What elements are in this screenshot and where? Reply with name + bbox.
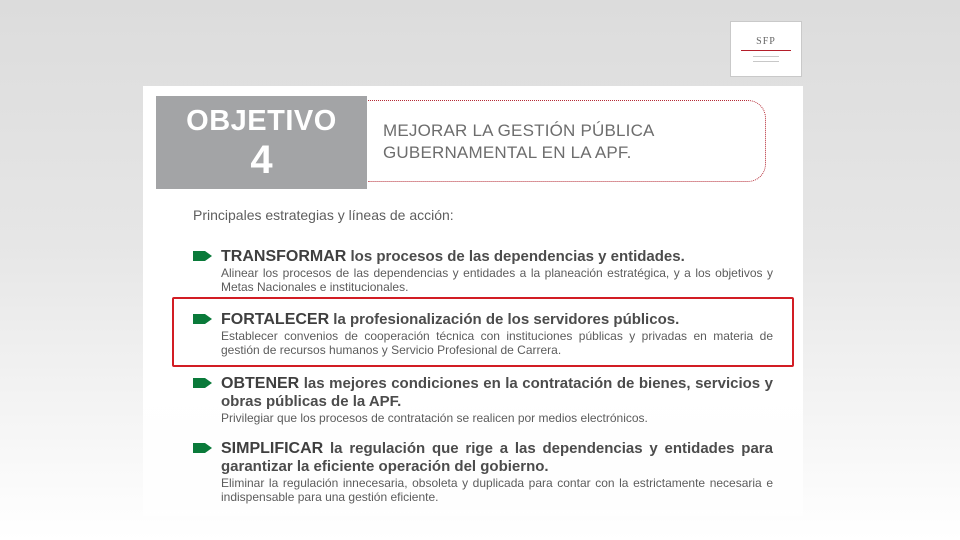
strategy-heading-rest: los procesos de las dependencias y entidades.: [346, 248, 685, 265]
logo-text: SFP: [756, 36, 776, 47]
logo-subtext-line: [753, 61, 779, 62]
strategy-item-obtener: [193, 375, 773, 425]
strategy-keyword: OBTENER: [221, 375, 300, 392]
strategy-heading: [221, 375, 773, 411]
strategy-description: Eliminar la regulación innecesaria, obsoleta y duplicada para contar con la estrictamente necesaria e indispensable para una gestión eficiente.: [221, 476, 773, 504]
objective-number: 4: [250, 138, 273, 182]
strategy-keyword: FORTALECER: [221, 311, 330, 328]
sfp-logo: [730, 21, 802, 77]
highlight-frame: [172, 297, 794, 367]
strategy-heading: [221, 248, 773, 266]
strategy-heading-rest: las mejores condiciones en la contratación de bienes, servicios y obras públicas de la APF.: [221, 375, 773, 410]
strategy-description: Establecer convenios de cooperación técnica con instituciones públicas y privadas en materia de gestión de recursos humanos y Servicio Profesional de Carrera.: [221, 329, 773, 357]
strategy-keyword: TRANSFORMAR: [221, 248, 347, 265]
logo-red-rule: [741, 50, 791, 51]
title-line-1: MEJORAR LA GESTIÓN PÚBLICA: [383, 121, 655, 140]
strategy-heading-rest: la regulación que rige a las dependencias y entidades para garantizar la eficiente operación del gobierno.: [221, 440, 773, 475]
strategy-heading: [221, 440, 773, 476]
logo-subtext-line: [753, 56, 779, 57]
strategy-keyword: SIMPLIFICAR: [221, 440, 324, 457]
strategy-heading-rest: la profesionalización de los servidores públicos.: [329, 311, 680, 328]
objective-label: OBJETIVO: [186, 105, 337, 137]
strategy-item-simplificar: [193, 440, 773, 504]
title-line-2: GUBERNAMENTAL EN LA APF.: [383, 143, 632, 162]
strategy-description: Privilegiar que los procesos de contratación se realicen por medios electrónicos.: [221, 411, 648, 425]
section-subtitle: Principales estrategias y líneas de acción:: [193, 207, 454, 223]
objective-title: [383, 120, 743, 164]
objective-badge: [156, 96, 367, 189]
strategy-description: Alinear los procesos de las dependencias y entidades a la planeación estratégica, y a los objetivos y Metas Nacionales e institucionales.: [221, 266, 773, 294]
strategy-item-transformar: [193, 248, 773, 294]
